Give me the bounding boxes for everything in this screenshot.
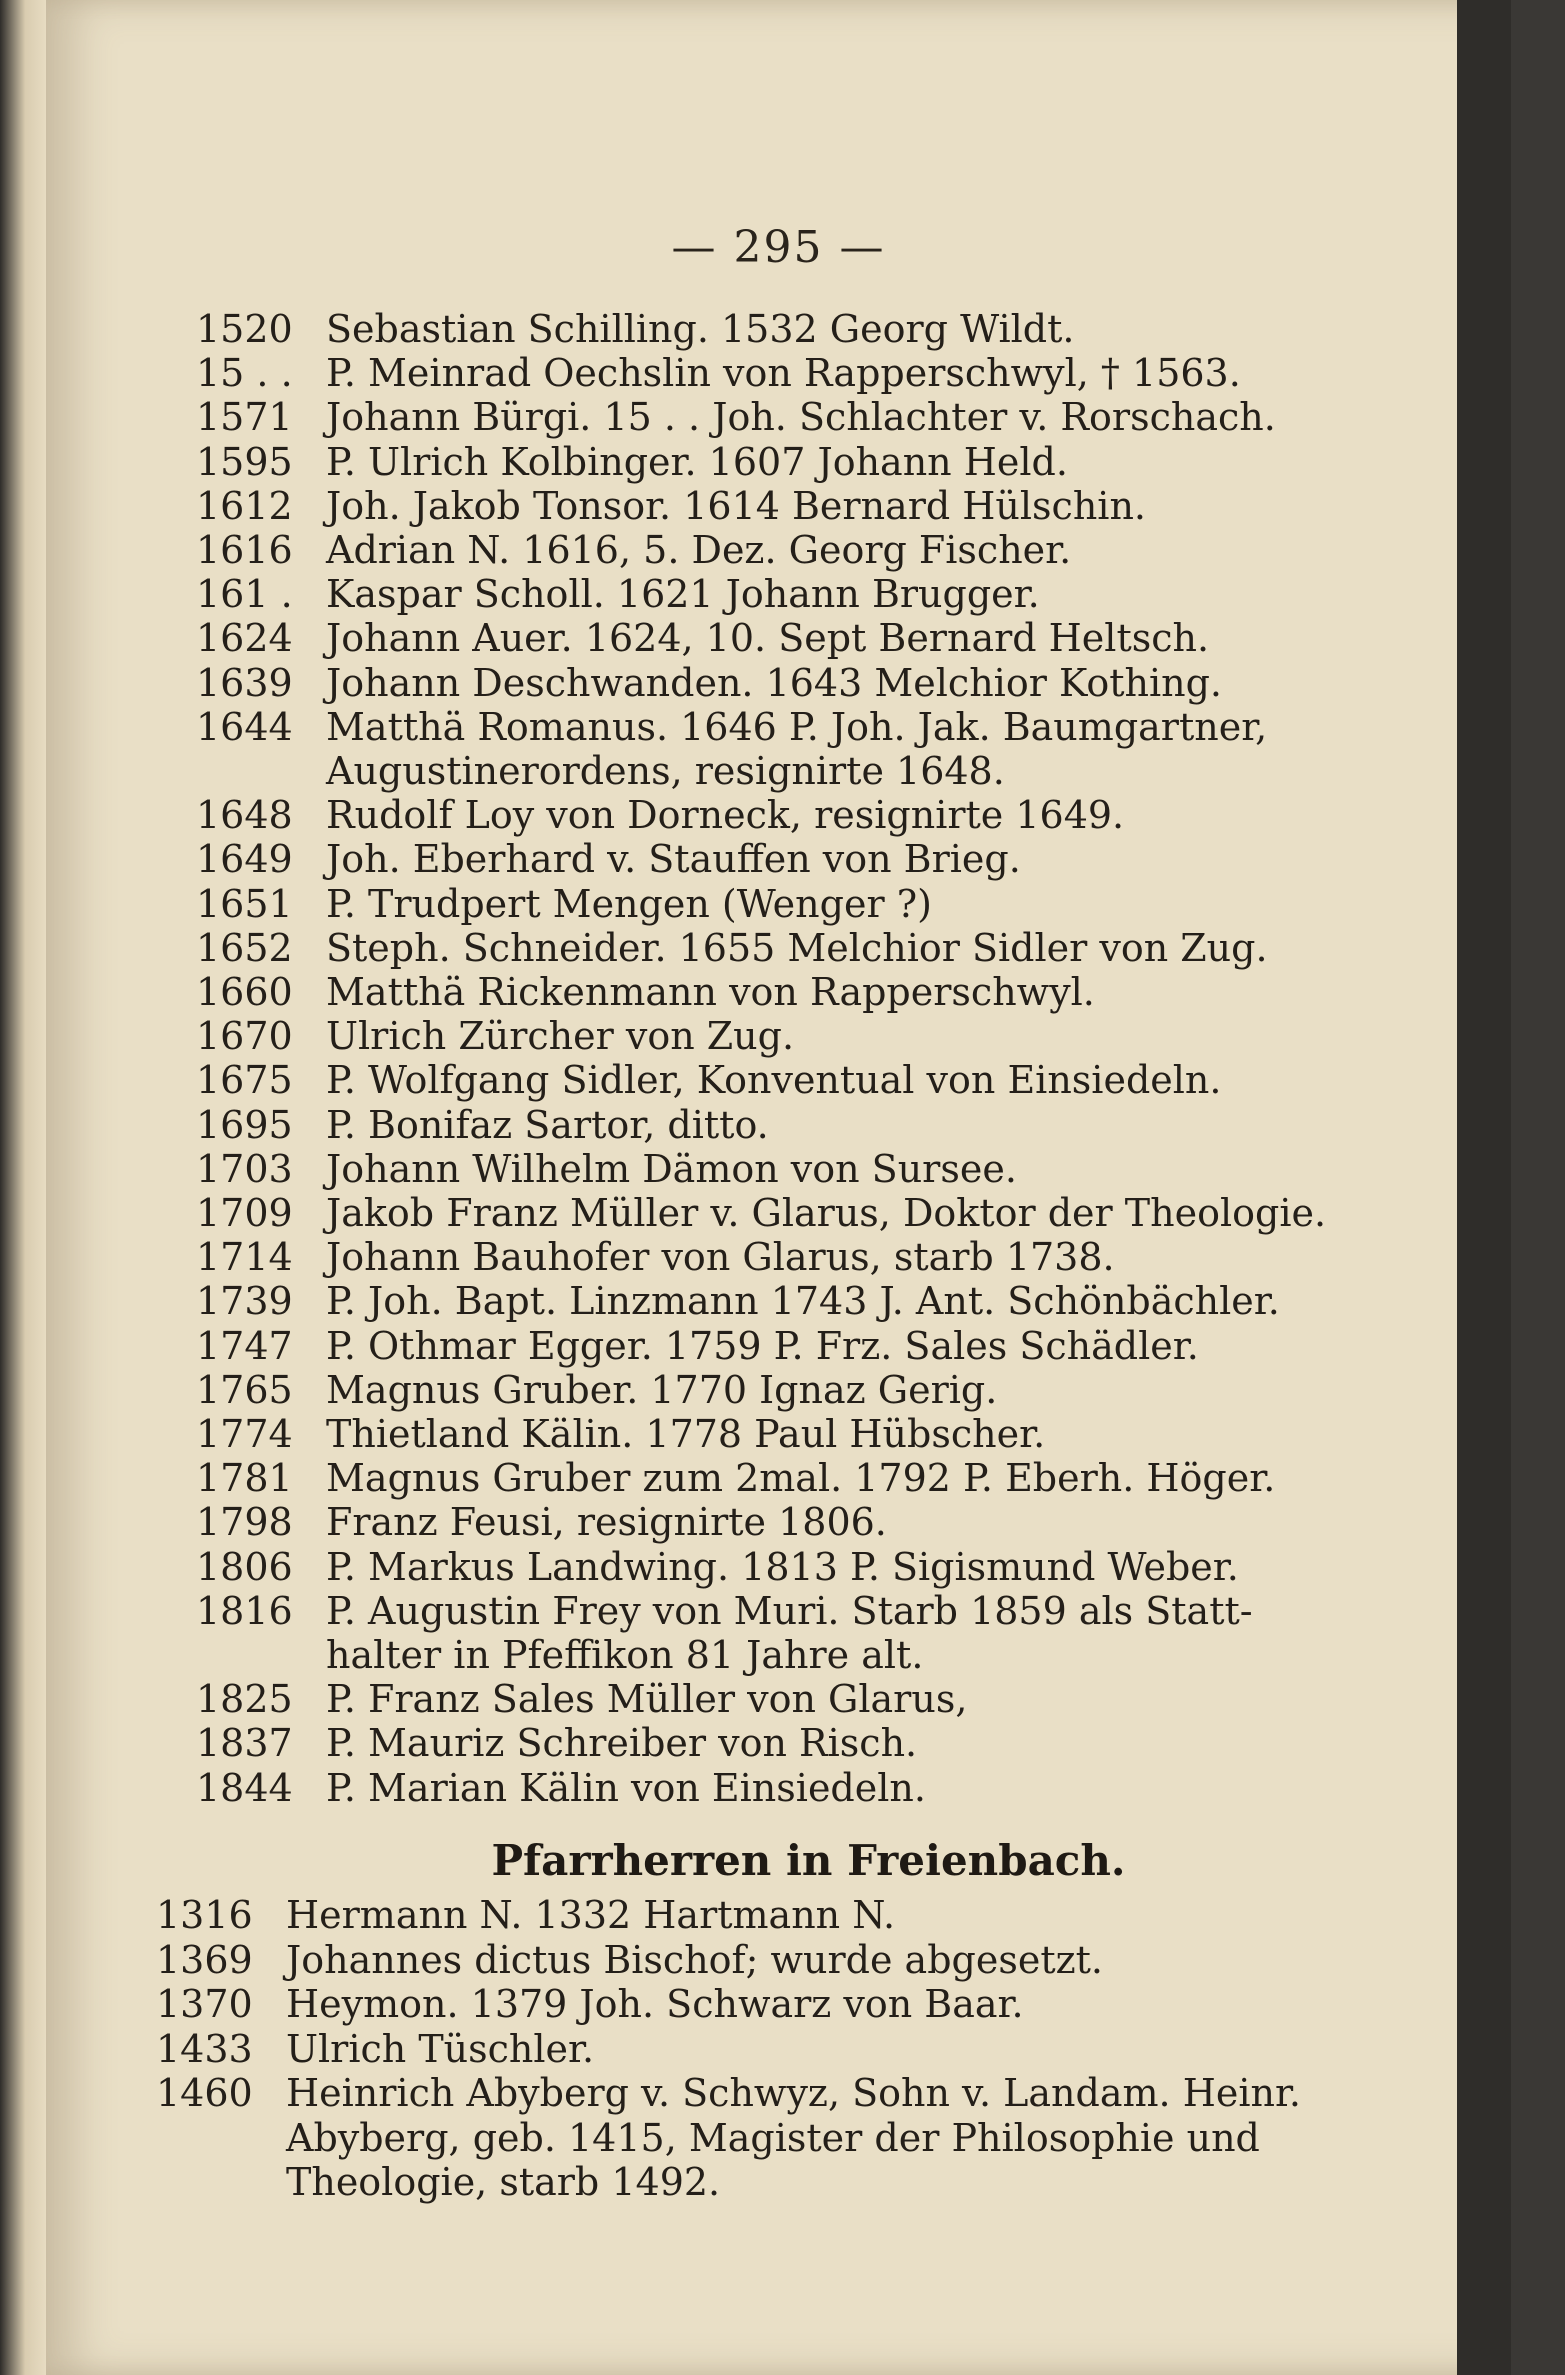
entry-year: 1670	[196, 1014, 293, 1059]
entry-year: 1648	[196, 793, 293, 838]
entry-year: 1370	[156, 1982, 253, 2026]
entry-year: 1595	[196, 439, 293, 484]
entry-year: 1695	[196, 1102, 293, 1147]
entry-text: Johann Bauhofer von Glarus, starb 1738.	[326, 1235, 1115, 1280]
book-page	[46, 0, 1511, 2375]
entry-text: Franz Feusi, resignirte 1806.	[326, 1500, 887, 1545]
entry-text: Sebastian Schilling. 1532 Georg Wildt.	[326, 307, 1075, 351]
entry-text: P. Markus Landwing. 1813 P. Sigismund Weber.	[326, 1544, 1239, 1589]
book-background	[1457, 0, 1511, 2375]
entry-text: P. Meinrad Oechslin von Rapperschwyl, † 1563.	[326, 351, 1241, 396]
entry-year: 1369	[156, 1937, 253, 1982]
entry-year: 1765	[196, 1367, 293, 1412]
entry-year: 1781	[196, 1456, 293, 1501]
entry-year: 1837	[196, 1721, 293, 1766]
section-heading: Pfarrherren in Freienbach.	[491, 1836, 1126, 1885]
entry-text: Johann Bürgi. 15 . . Joh. Schlachter v. Rorschach.	[326, 395, 1276, 440]
entry-year: 1816	[196, 1588, 293, 1633]
entry-year: 1571	[196, 395, 293, 440]
entry-text: Johann Auer. 1624, 10. Sept Bernard Heltsch.	[326, 616, 1210, 661]
entry-year: 1624	[196, 616, 293, 661]
entry-year: 1649	[196, 837, 293, 882]
entry-year: 1774	[196, 1412, 293, 1456]
entry-text: P. Mauriz Schreiber von Risch.	[326, 1721, 918, 1766]
entry-text: Adrian N. 1616, 5. Dez. Georg Fischer.	[326, 528, 1072, 572]
entry-text: P. Wolfgang Sidler, Konventual von Einsiedeln.	[326, 1058, 1222, 1103]
entry-text: Augustinerordens, resignirte 1648.	[326, 749, 1005, 793]
entry-text: P. Trudpert Mengen (Wenger ?)	[326, 881, 932, 926]
entry-text: halter in Pfeffikon 81 Jahre alt.	[326, 1633, 924, 1677]
entry-year: 15 . .	[196, 351, 293, 396]
entry-text: Magnus Gruber zum 2mal. 1792 P. Eberh. Höger.	[326, 1456, 1276, 1501]
entry-year: 1520	[196, 307, 293, 351]
entry-text: Johannes dictus Bischof; wurde abgesetzt.	[286, 1937, 1103, 1982]
entry-year: 1660	[196, 970, 293, 1014]
entry-text: Johann Wilhelm Dämon von Sursee.	[326, 1146, 1017, 1191]
entry-text: Ulrich Tüschler.	[286, 2026, 595, 2071]
entry-year: 1616	[196, 528, 293, 572]
entry-year: 161 .	[196, 572, 293, 617]
entry-text: P. Bonifaz Sartor, ditto.	[326, 1102, 769, 1147]
entry-text: Joh. Jakob Tonsor. 1614 Bernard Hülschin.	[326, 483, 1147, 528]
entry-year: 1709	[196, 1191, 293, 1235]
entry-year: 1652	[196, 925, 293, 970]
entry-text: Heymon. 1379 Joh. Schwarz von Baar.	[286, 1982, 1024, 2026]
facing-page-edge	[0, 0, 46, 2375]
entry-year: 1433	[156, 2026, 253, 2071]
entry-text: Matthä Romanus. 1646 P. Joh. Jak. Baumgartner,	[326, 704, 1268, 749]
entry-text: Theologie, starb 1492.	[286, 2160, 721, 2204]
entry-text: P. Othmar Egger. 1759 P. Frz. Sales Schädler.	[326, 1323, 1199, 1368]
entry-text: Jakob Franz Müller v. Glarus, Doktor der Theologie.	[326, 1191, 1327, 1235]
page-number: — 295 —	[671, 222, 886, 273]
entry-text: Abyberg, geb. 1415, Magister der Philosophie und	[286, 2115, 1260, 2160]
entry-year: 1644	[196, 704, 293, 749]
entry-year: 1747	[196, 1323, 293, 1368]
entry-year: 1825	[196, 1677, 293, 1722]
entry-year: 1460	[156, 2071, 253, 2115]
entry-year: 1316	[156, 1893, 253, 1937]
entry-year: 1714	[196, 1235, 293, 1280]
entry-year: 1806	[196, 1544, 293, 1589]
entry-text: Matthä Rickenmann von Rapperschwyl.	[326, 970, 1095, 1014]
entry-year: 1639	[196, 660, 293, 705]
entry-text: Joh. Eberhard v. Stauffen von Brieg.	[326, 837, 1021, 882]
entry-year: 1612	[196, 483, 293, 528]
entry-text: Thietland Kälin. 1778 Paul Hübscher.	[326, 1412, 1046, 1456]
entry-text: P. Augustin Frey von Muri. Starb 1859 als Statt-	[326, 1588, 1253, 1633]
entry-year: 1798	[196, 1500, 293, 1545]
entry-text: P. Ulrich Kolbinger. 1607 Johann Held.	[326, 439, 1068, 484]
entry-text: Johann Deschwanden. 1643 Melchior Kothing.	[326, 660, 1222, 705]
entry-text: Steph. Schneider. 1655 Melchior Sidler von Zug.	[326, 925, 1268, 970]
entry-text: Ulrich Zürcher von Zug.	[326, 1014, 795, 1059]
entry-year: 1703	[196, 1146, 293, 1191]
entry-text: Rudolf Loy von Dorneck, resignirte 1649.	[326, 793, 1125, 838]
entry-year: 1675	[196, 1058, 293, 1103]
entry-text: Heinrich Abyberg v. Schwyz, Sohn v. Landam. Heinr.	[286, 2071, 1302, 2115]
entry-text: Kaspar Scholl. 1621 Johann Brugger.	[326, 572, 1040, 617]
entry-text: Hermann N. 1332 Hartmann N.	[286, 1893, 896, 1937]
entry-year: 1739	[196, 1279, 293, 1324]
entry-year: 1844	[196, 1765, 293, 1810]
entry-text: Magnus Gruber. 1770 Ignaz Gerig.	[326, 1367, 998, 1412]
entry-text: P. Marian Kälin von Einsiedeln.	[326, 1765, 926, 1810]
entry-text: P. Joh. Bapt. Linzmann 1743 J. Ant. Schönbächler.	[326, 1279, 1280, 1324]
entry-year: 1651	[196, 881, 293, 926]
entry-text: P. Franz Sales Müller von Glarus,	[326, 1677, 968, 1722]
